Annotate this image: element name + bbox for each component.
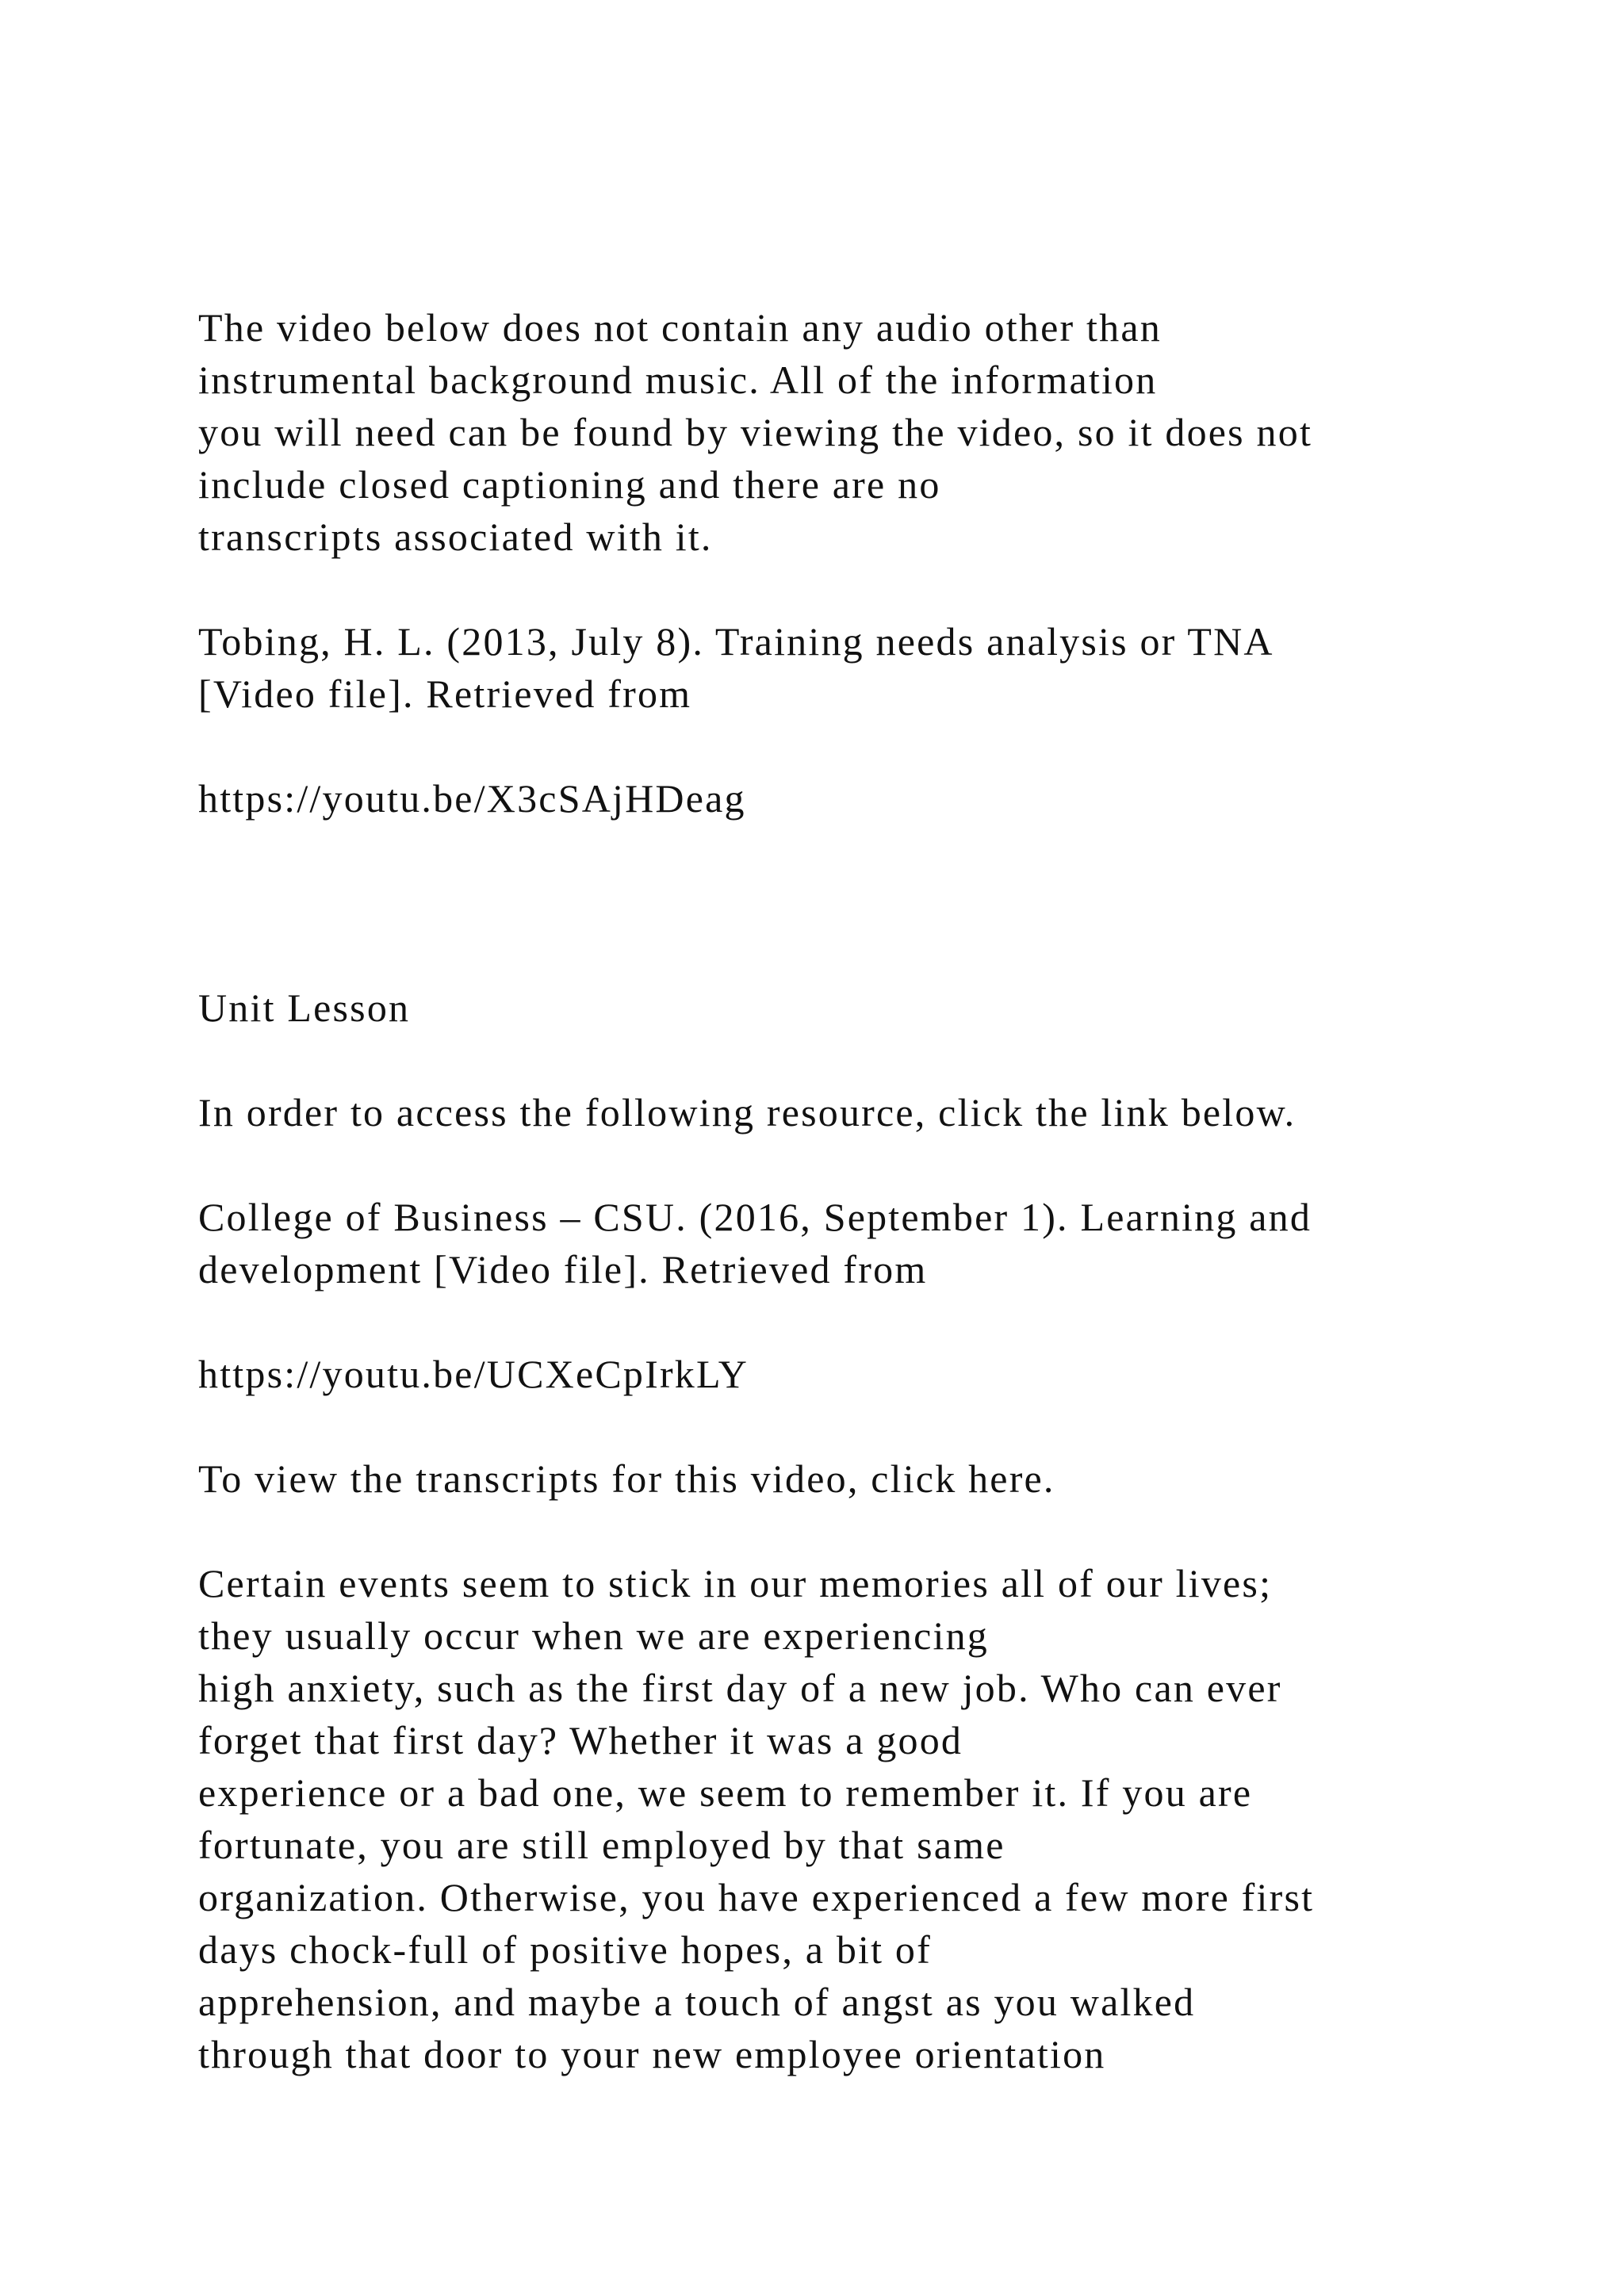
body-line-3: high anxiety, such as the first day of a new job. Who can ever [198, 1666, 1282, 1710]
video-link-2[interactable]: https://youtu.be/UCXeCpIrkLY [198, 1352, 749, 1396]
intro-line-3: you will need can be found by viewing the video, so it does not [198, 410, 1313, 454]
intro-line-1: The video below does not contain any audio other than [198, 305, 1162, 350]
intro-line-5: transcripts associated with it. [198, 515, 713, 559]
video-link-1[interactable]: https://youtu.be/X3cSAjHDeag [198, 776, 746, 821]
body-line-6: fortunate, you are still employed by that same [198, 1823, 1005, 1867]
body-line-7: organization. Otherwise, you have experienced a few more first [198, 1875, 1315, 1919]
body-line-2: they usually occur when we are experiencing [198, 1613, 989, 1658]
citation-2-line-1: College of Business – CSU. (2016, September 1). Learning and [198, 1195, 1312, 1239]
body-line-4: forget that first day? Whether it was a good [198, 1718, 963, 1762]
citation-1-line-1: Tobing, H. L. (2013, July 8). Training needs analysis or TNA [198, 619, 1274, 664]
transcripts-link-line[interactable]: To view the transcripts for this video, click here. [198, 1456, 1055, 1501]
body-line-9: apprehension, and maybe a touch of angst as you walked [198, 1980, 1196, 2024]
body-line-5: experience or a bad one, we seem to remember it. If you are [198, 1770, 1253, 1815]
intro-line-2: instrumental background music. All of the information [198, 358, 1158, 402]
intro-line-4: include closed captioning and there are no [198, 462, 941, 507]
body-line-8: days chock-full of positive hopes, a bit of [198, 1927, 932, 1972]
citation-1-line-2: [Video file]. Retrieved from [198, 672, 692, 716]
access-instruction: In order to access the following resource, click the link below. [198, 1090, 1297, 1135]
section-heading-unit-lesson: Unit Lesson [198, 985, 411, 1030]
citation-2-line-2: development [Video file]. Retrieved from [198, 1247, 928, 1292]
body-line-10: through that door to your new employee orientation [198, 2032, 1106, 2076]
body-line-1: Certain events seem to stick in our memories all of our lives; [198, 1561, 1273, 1605]
